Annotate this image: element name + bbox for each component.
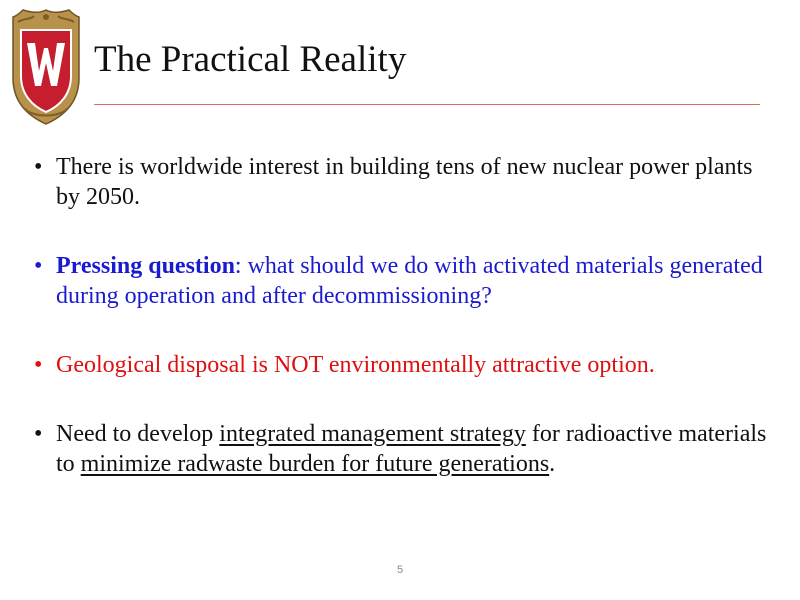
bullet-text: Need to develop: [56, 421, 220, 447]
bullet-text: .: [549, 451, 556, 477]
page-number: 5: [396, 564, 404, 576]
bullet-item: [32, 251, 772, 311]
bullet-item: [32, 419, 772, 479]
bullet-text: for radioactive materials to: [56, 421, 767, 477]
title-divider: [94, 104, 760, 105]
bullet-text: There is worldwide interest in building tens of new nuclear power plants by 2050.: [56, 154, 753, 210]
underlined-phrase: integrated management strategy: [219, 421, 526, 447]
university-crest-w-icon: [10, 8, 82, 126]
bullet-lead: Pressing question: [56, 253, 235, 279]
bullet-text: : what should we do with activated materials generated during operation and after decommissioning?: [56, 253, 763, 309]
bullet-dot: •: [34, 352, 43, 378]
bullet-item: [32, 152, 772, 212]
bullet-list: [32, 152, 772, 479]
bullet-item: [32, 350, 772, 380]
slide-title: The Practical Reality: [94, 39, 407, 80]
bullet-text: Geological disposal is NOT environmentally attractive option.: [56, 352, 655, 378]
bullet-dot: •: [34, 421, 43, 447]
bullet-dot: •: [34, 154, 43, 180]
underlined-phrase: minimize radwaste burden for future generations: [80, 451, 550, 477]
bullet-dot: •: [34, 253, 43, 279]
